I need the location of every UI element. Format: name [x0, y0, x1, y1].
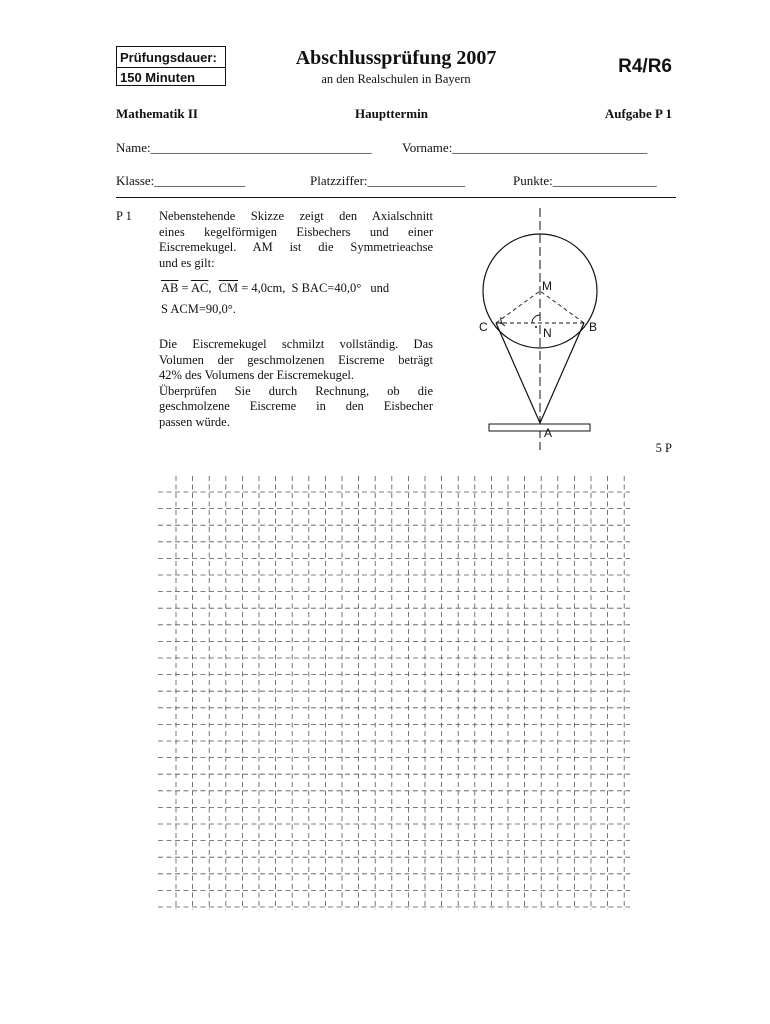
duration-box — [116, 46, 226, 86]
cm-value: = 4,0cm, — [241, 281, 286, 295]
name-field[interactable]: Name:__________________________________ — [116, 140, 372, 155]
question-line: 42% des Volumens der Eiscremekugel. — [159, 368, 354, 382]
angle-acm: S ACM=90,0°. — [161, 302, 236, 316]
angle-bac: S BAC=40,0° — [291, 281, 362, 295]
session: Haupttermin — [355, 106, 428, 121]
segment-ac: $\overline{AC}$ — [191, 281, 209, 295]
intro-line: Eiscremekugel. AM ist die Symmetrieachse — [159, 240, 433, 254]
header-divider — [116, 197, 676, 198]
intro-line: und es gilt: — [159, 255, 215, 270]
platzziffer-field[interactable]: Platzziffer:_______________ — [310, 173, 466, 188]
question-line: passen würde. — [159, 414, 230, 429]
label-m: M — [542, 279, 552, 293]
segment-ab: $\overline{AB}$ — [161, 281, 179, 295]
label-a: A — [544, 426, 553, 440]
right-angle-dot-n — [535, 326, 537, 328]
question-line: Die Eiscremekugel schmilzt vollständig. Das — [159, 337, 433, 351]
klasse-field[interactable]: Klasse:______________ — [116, 173, 246, 188]
answer-grid[interactable] — [158, 476, 630, 910]
duration-label: Prüfungsdauer: — [120, 50, 217, 65]
task-question — [159, 337, 433, 430]
task-intro — [159, 209, 433, 271]
question-line: geschmolzene Eiscreme in den Eisbecher — [159, 399, 433, 413]
question-line: Überprüfen Sie durch Rechnung, ob die — [159, 383, 433, 398]
question-line: Volumen der geschmolzenen Eiscreme beträgt — [159, 352, 433, 367]
grid-lines — [158, 476, 630, 910]
task-number: P 1 — [116, 209, 132, 223]
subject: Mathematik II — [116, 106, 198, 121]
duration-divider — [117, 67, 225, 68]
label-c: C — [479, 320, 488, 334]
equals-sign: = — [181, 281, 189, 295]
intro-line: eines kegelförmigen Eisbechers und einer — [159, 224, 433, 239]
right-angle-dot-c — [500, 322, 502, 324]
task-points: 5 P — [655, 441, 672, 455]
punkte-field[interactable]: Punkte:________________ — [513, 173, 657, 188]
radius-bm — [540, 291, 584, 323]
label-n: N — [543, 326, 552, 340]
and-word: und — [370, 281, 390, 295]
task-id: Aufgabe P 1 — [604, 106, 672, 121]
exam-title: Abschlussprüfung 2007 — [295, 47, 497, 69]
cone-side-left — [496, 323, 540, 423]
duration-value: 150 Minuten — [120, 70, 196, 85]
ice-cream-figure — [470, 200, 620, 455]
comma: , — [208, 281, 212, 295]
segment-cm: $\overline{CM}$ — [218, 281, 239, 295]
given-values-line — [161, 281, 389, 297]
base-plate — [489, 424, 590, 431]
right-angle-mark-n — [532, 315, 540, 323]
school-level: R4/R6 — [618, 56, 672, 77]
intro-line: Nebenstehende Skizze zeigt den Axialschnitt — [159, 209, 433, 223]
label-b: B — [589, 320, 598, 334]
vorname-field[interactable]: Vorname:______________________________ — [402, 140, 648, 155]
exam-subtitle: an den Realschulen in Bayern — [321, 72, 471, 86]
